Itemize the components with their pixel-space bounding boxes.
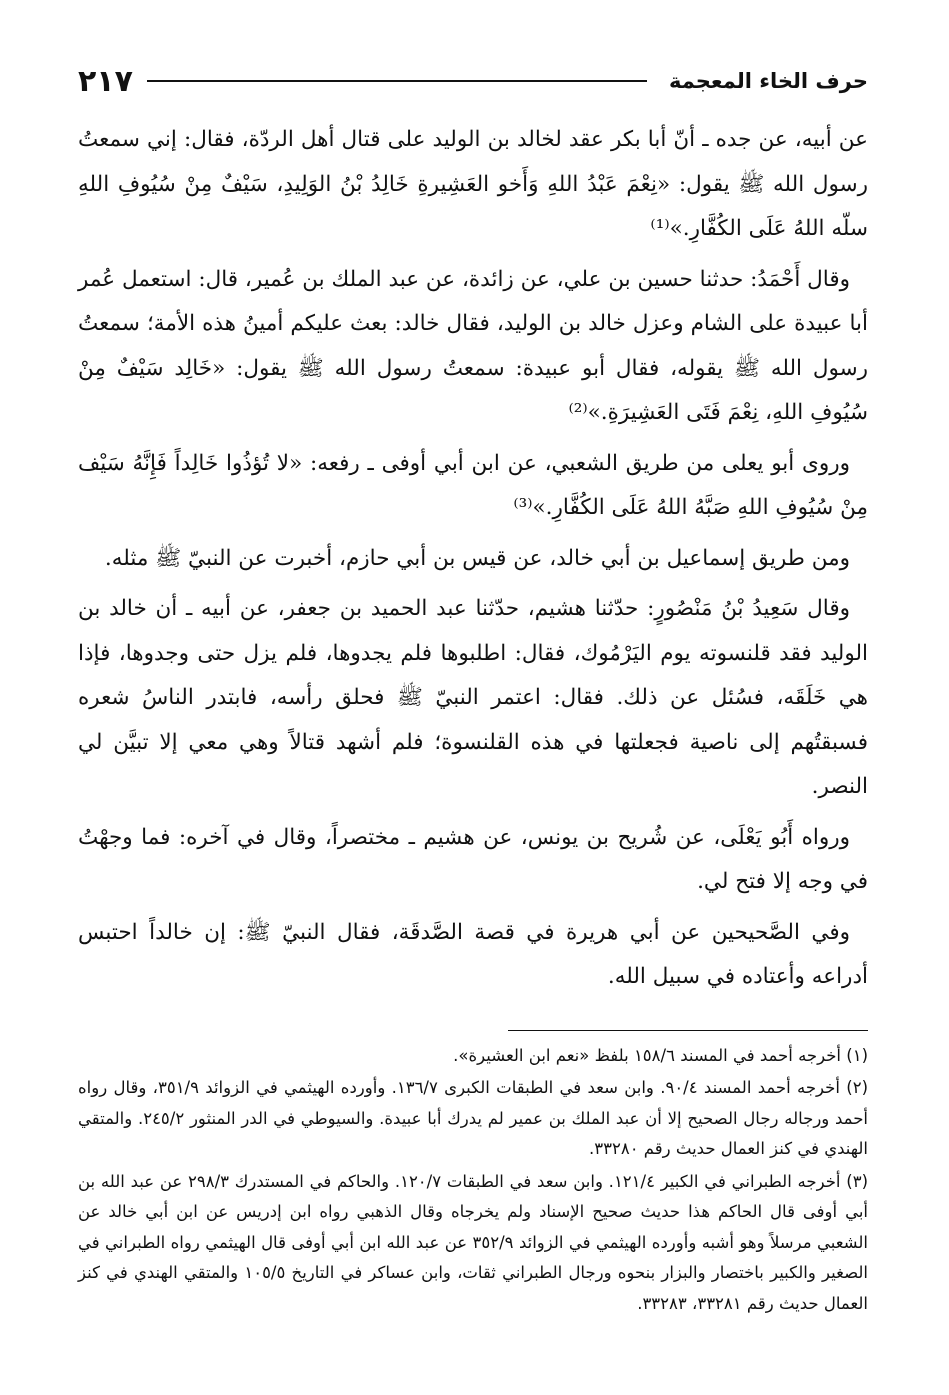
footnotes	[78, 1041, 868, 1320]
footnote: (٣) أخرجه الطبراني في الكبير ١٢١/٤. وابن سعد في الطبقات ١٢٠/٧. والحاكم في المستدرك ٢٩٨/٣ عن عبد الله بن أبي أوفى قال الحاكم هذا حديث صحيح الإسناد ولم يخرجاه وقال الذهبي رواه ابن إدريس عن ابن أبي خالد عن الشعبي مرسلاً وهو أشبه وأورده الهيثمي في الزوائد ٣٥٢/٩ عن عبد الله ابن أبي أوفى قال الهيثمي رواه الطبراني في الصغير والكبير باختصار والبزار بنحوه ورجال الطبراني ثقات، وابن عساكر في التاريخ ١٠٥/٥ والمتقي الهندي في كنز العمال حديث رقم ٣٣٢٨١، ٣٣٢٨٣.	[78, 1171, 868, 1313]
main-text	[78, 118, 868, 1000]
footnote: (١) أخرجه أحمد في المسند ١٥٨/٦ بلفظ «نعم ابن العشيرة».	[453, 1045, 868, 1065]
paragraph: وقال أَحْمَدُ: حدثنا حسين بن علي، عن زائدة، عن عبد الملك بن عُمير، قال: استعمل عُمر أبا عبيدة على الشام وعزل خالد بن الوليد، فقال خالد: بعث عليكم أمينُ هذه الأمة؛ سمعتُ رسول الله ﷺ يقوله، فقال أبو عبيدة: سمعتُ رسول الله ﷺ يقول: «خَالِد سَيْفٌ مِنْ سُيُوفِ اللهِ، نِعْمَ فَتَى العَشِيرَةِ.»⁽²⁾	[78, 266, 868, 425]
footnote-divider	[508, 1030, 868, 1031]
paragraph: عن أبيه، عن جده ـ أنّ أبا بكر عقد لخالد بن الوليد على قتال أهل الردّة، فقال: إني سمعتُ رسول الله ﷺ يقول: «نِعْمَ عَبْدُ اللهِ وَأَخو العَشِيرةِ خَالِدُ بْنُ الوَلِيدِ، سَيْفٌ مِنْ سُيُوفِ اللهِ سلّه اللهُ عَلَى الكُفَّارِ.»⁽¹⁾	[78, 127, 868, 241]
paragraph: وروى أبو يعلى من طريق الشعبي، عن ابن أبي أوفى ـ رفعه: «لا تُؤذُوا خَالِداً فَإِنَّهُ سَيْف مِنْ سُيُوفِ اللهِ صَبَّهُ اللهُ عَلَى الكُفَّارِ.»⁽³⁾	[78, 450, 868, 520]
header-rule	[147, 80, 647, 82]
paragraph: ومن طريق إسماعيل بن أبي خالد، عن قيس بن أبي حازم، أخبرت عن النبيّ ﷺ مثله.	[104, 545, 850, 571]
footnote: (٢) أخرجه أحمد المسند ٩٠/٤. وابن سعد في الطبقات الكبرى ١٣٦/٧. وأورده الهيثمي في الزوائد ٣٥١/٩، وقال رواه أحمد ورجاله رجال الصحيح إلا أن عبد الملك بن عمير لم يدرك أبا عبيدة. والسيوطي في الدر المنثور ٢٤٥/٢. والمتقي الهندي في كنز العمال حديث رقم ٣٣٢٨٠.	[78, 1078, 869, 1158]
running-title: حرف الخاء المعجمة	[668, 69, 868, 93]
paragraph: وقال سَعِيدُ بْنُ مَنْصُورٍ: حدّثنا هشيم، حدّثنا عبد الحميد بن جعفر، عن أبيه ـ أن خالد بن الوليد فقد قلنسوته يوم اليَرْمُوك، فقال: اطلبوها فلم يجدوها، فلم يزل حتى وجدوها، فإذا هي خَلَقَه، فسُئل عن ذلك. فقال: اعتمر النبيّ ﷺ فحلق رأسه، فابتدر الناسُ شعره فسبقتُهم إلى ناصية فجعلتها في هذه القلنسوة؛ فلم أشهد قتالاً وهي معي إلا تبيَّن لي النصر.	[78, 596, 868, 799]
running-head	[78, 58, 868, 104]
page-number: ٢١٧	[78, 63, 133, 99]
paragraph: وفي الصَّحيحين عن أبي هريرة في قصة الصَّدقَة، فقال النبيّ ﷺ: إن خالداً احتبس أدراعه وأعتاده في سبيل الله.	[78, 919, 868, 989]
book-page	[78, 58, 868, 1368]
paragraph: ورواه أَبُو يَعْلَى، عن شُريح بن يونس، عن هشيم ـ مختصراً، وقال في آخره: فما وجهْتُ في وجه إلا فتح لي.	[78, 824, 868, 894]
